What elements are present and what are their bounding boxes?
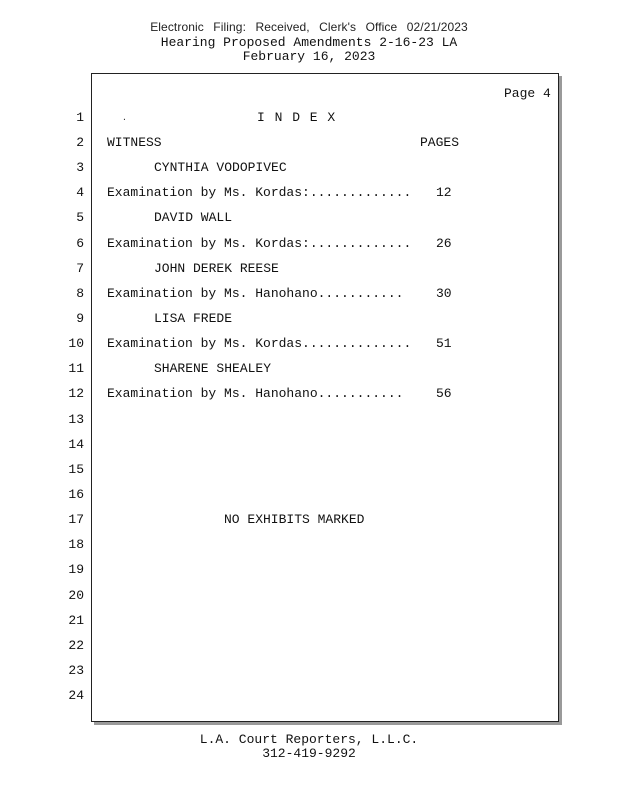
line-number: 18: [68, 537, 84, 552]
line-number: 17: [68, 512, 84, 527]
page-reference: 56: [436, 386, 452, 401]
line-number: 12: [68, 386, 84, 401]
page-reference: 51: [436, 336, 452, 351]
examination-entry: Examination by Ms. Hanohano...........: [107, 286, 404, 301]
witness-name: DAVID WALL: [154, 210, 233, 225]
efiling-stamp: Electronic Filing: Received, Clerk's Office 02/21/2023: [150, 20, 468, 34]
line-number: 8: [76, 286, 84, 301]
page-reference: 26: [436, 236, 452, 251]
examination-entry: Examination by Ms. Kordas..............: [107, 336, 412, 351]
line-number: 6: [76, 236, 84, 251]
index-heading: I N D E X: [257, 110, 336, 125]
line-number: 13: [68, 412, 84, 427]
line-number: 10: [68, 336, 84, 351]
witness-name: LISA FREDE: [154, 311, 233, 326]
line-number: 20: [68, 588, 84, 603]
examination-entry: Examination by Ms. Kordas:.............: [107, 185, 412, 200]
line-number: 21: [68, 613, 84, 628]
line-number: 1: [76, 110, 84, 125]
line-number: 4: [76, 185, 84, 200]
examination-entry: Examination by Ms. Kordas:.............: [107, 236, 412, 251]
pages-column-header: PAGES: [420, 135, 460, 150]
stray-mark: .: [122, 114, 127, 123]
page-reference: 12: [436, 185, 452, 200]
line-number: 19: [68, 562, 84, 577]
transcript-date: February 16, 2023: [242, 49, 376, 64]
page-number: Page 4: [504, 86, 551, 101]
witness-name: JOHN DEREK REESE: [154, 261, 279, 276]
line-number: 2: [76, 135, 84, 150]
line-number: 24: [68, 688, 84, 703]
line-number: 22: [68, 638, 84, 653]
witness-column-header: WITNESS: [107, 135, 162, 150]
witness-name: SHARENE SHEALEY: [154, 361, 272, 376]
reporter-name: L.A. Court Reporters, L.L.C.: [199, 732, 419, 747]
line-number: 23: [68, 663, 84, 678]
examination-entry: Examination by Ms. Hanohano...........: [107, 386, 404, 401]
transcript-title: Hearing Proposed Amendments 2-16-23 LA: [160, 35, 458, 50]
line-number: 5: [76, 210, 84, 225]
line-number: 9: [76, 311, 84, 326]
line-number: 11: [68, 361, 84, 376]
line-number: 3: [76, 160, 84, 175]
line-number: 15: [68, 462, 84, 477]
exhibits-note: NO EXHIBITS MARKED: [224, 512, 365, 527]
witness-name: CYNTHIA VODOPIVEC: [154, 160, 287, 175]
reporter-phone: 312-419-9292: [262, 746, 356, 761]
line-number: 14: [68, 437, 84, 452]
line-number: 16: [68, 487, 84, 502]
line-number: 7: [76, 261, 84, 276]
page-reference: 30: [436, 286, 452, 301]
